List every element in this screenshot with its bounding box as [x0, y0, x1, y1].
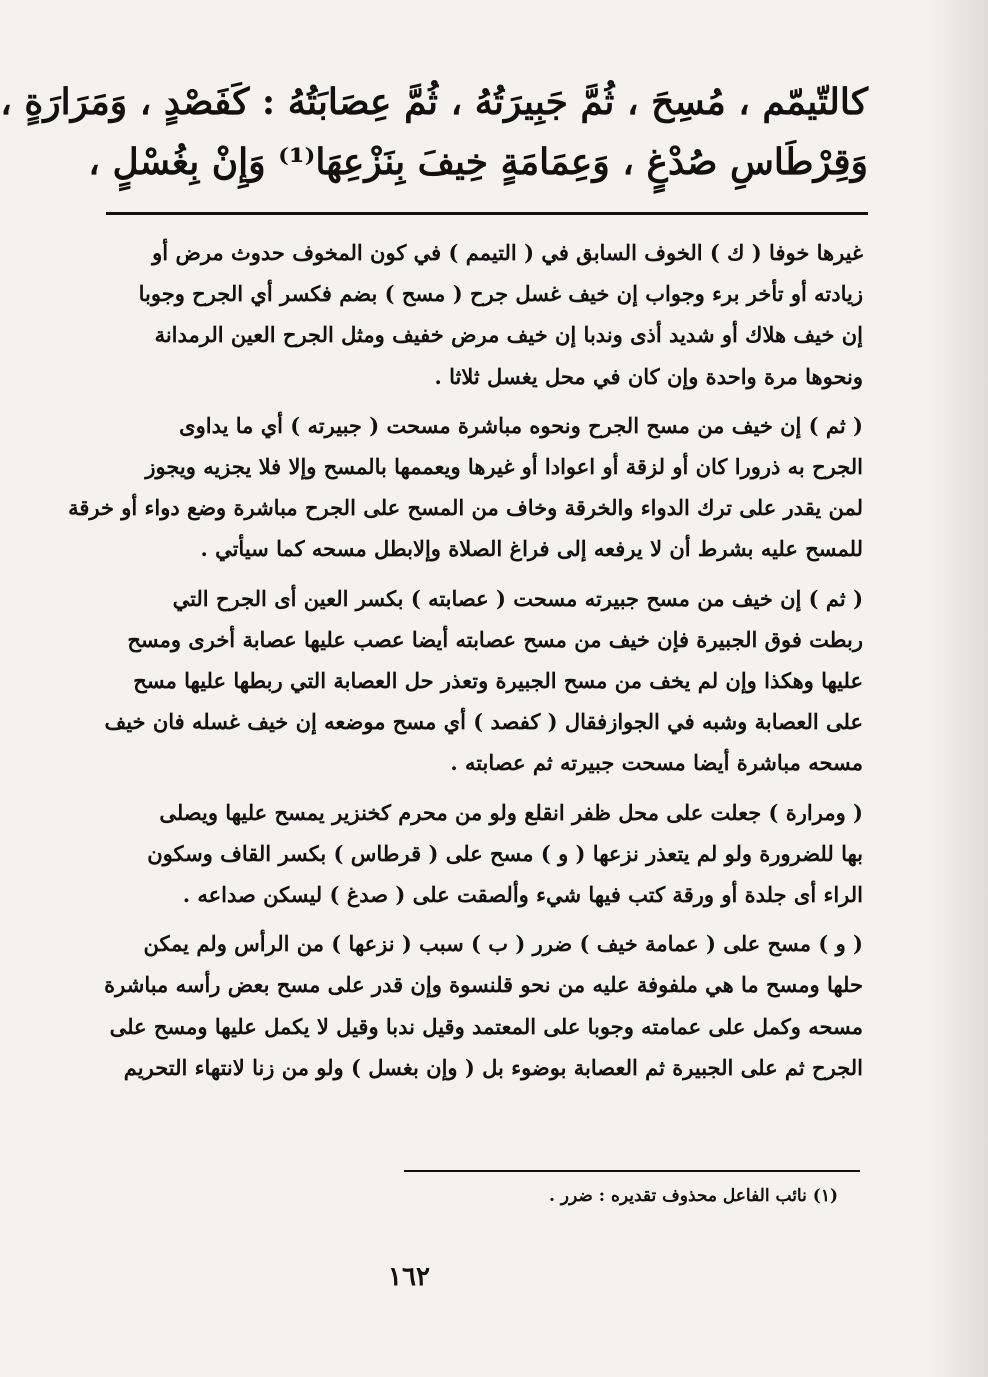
- page-number: ١٦٢: [388, 1262, 430, 1292]
- matn-text: [0, 72, 868, 192]
- text-line: ( ثم ) إن خيف من مسح الجرح ونحوه مباشرة مسحت ( جبيرته ) أي ما يداوى: [179, 412, 863, 438]
- text-line: لمن يقدر على ترك الدواء والخرقة وخاف من المسح على الجرح مباشرة وضع دواء أو خرقة: [68, 495, 863, 521]
- text-line: مسحه مباشرة أيضا مسحت جبيرته ثم عصابته .: [450, 750, 863, 776]
- paragraph: [68, 405, 863, 570]
- text-line: للمسح عليه بشرط أن لا يرفعه إلى فراغ الصلاة وإلابطل مسحه كما سيأتي .: [200, 536, 863, 562]
- text-line: حلها ومسح ما هي ملفوفة عليه من نحو قلنسوة وإن قدر على مسح بعض رأسه مباشرة: [104, 972, 863, 998]
- paragraph: [100, 232, 863, 397]
- matn-line: كالتّيمّم ، مُسِحَ ، ثُمَّ جَبِيرَتُهُ ، ثُمَّ عِصَابَتُهُ : كَفَصْدٍ ، وَمَرَارَةٍ ،: [0, 81, 868, 123]
- scan-edge-shadow: [928, 0, 988, 1377]
- separator-rule: [106, 212, 868, 215]
- text-line: ( ثم ) إن خيف من مسح جبيرته مسحت ( عصابته ) بكسر العين أى الجرح التي: [172, 585, 863, 611]
- footnote-rule: [404, 1170, 860, 1172]
- text-line: ونحوها مرة واحدة وإن كان في محل يغسل ثلاثا .: [434, 363, 863, 389]
- text-line: زيادته أو تأخر برء وجواب إن خيف غسل جرح ( مسح ) بضم فكسر أي الجرح وجوبا: [138, 281, 863, 307]
- text-line: عليها وهكذا وإن لم يخف من مسح الجبيرة وتعذر حل العصابة التي ربطها عليها مسح: [133, 668, 863, 694]
- text-line: إن خيف هلاك أو شديد أذى وندبا إن خيف مرض خفيف ومثل الجرح العين الرمدانة: [154, 322, 863, 348]
- text-line: الجرح ثم على الجبيرة ثم العصابة بوضوء بل ( وإن بغسل ) ولو من زنا لانتهاء التحريم: [123, 1054, 863, 1080]
- text-line: غيرها خوفا ( ك ) الخوف السابق في ( التيمم ) في كون المخوف حدوث مرض أو: [152, 240, 863, 265]
- text-line: ( و ) مسح على ( عمامة خيف ) ضرر ( ب ) سبب ( نزعها ) من الرأس ولم يمكن: [143, 931, 863, 957]
- text-line: على العصابة وشبه في الجوازفقال ( كفصد ) أي مسح موضعه إن خيف غسله فان خيف: [104, 709, 863, 735]
- text-line: ربطت فوق الجبيرة فإن خيف من مسح عصابته أيضا عصب عليها عصابة أخرى ومسح: [127, 626, 863, 652]
- footnote: (١) نائب الفاعل محذوف تقديره : ضرر .: [548, 1186, 838, 1206]
- matn-line: وَقِرْطَاسِ صُدْغٍ ، وَعِمَامَةٍ خِيفَ بِنَزْعِهَا⁽¹⁾ وَإِنْ بِغُسْلٍ ،: [88, 141, 868, 183]
- text-line: بها للضرورة ولو لم يتعذر نزعها ( و ) مسح على ( قرطاس ) بكسر القاف وسكون: [147, 840, 863, 866]
- commentary-text: [68, 232, 863, 1088]
- text-line: مسحه وكمل على عمامته وجوبا على المعتمد وقيل ندبا وقيل لا يكمل عليها ومسح على: [109, 1013, 863, 1039]
- text-line: الراء أى جلدة أو ورقة كتب فيها شيء وألصقت على ( صدغ ) ليسكن صداعه .: [182, 882, 863, 908]
- text-line: الجرح به ذرورا كان أو لزقة أو اعوادا أو غيرها ويعممها بالمسح وإلا فلا يجزيه ويجوز: [145, 454, 863, 480]
- paragraph: [100, 578, 863, 784]
- paragraph: [100, 792, 863, 916]
- text-line: ( ومرارة ) جعلت على محل ظفر انقلع ولو من محرم كخنزير يمسح عليها ويصلى: [159, 799, 863, 825]
- paragraph: [100, 923, 863, 1088]
